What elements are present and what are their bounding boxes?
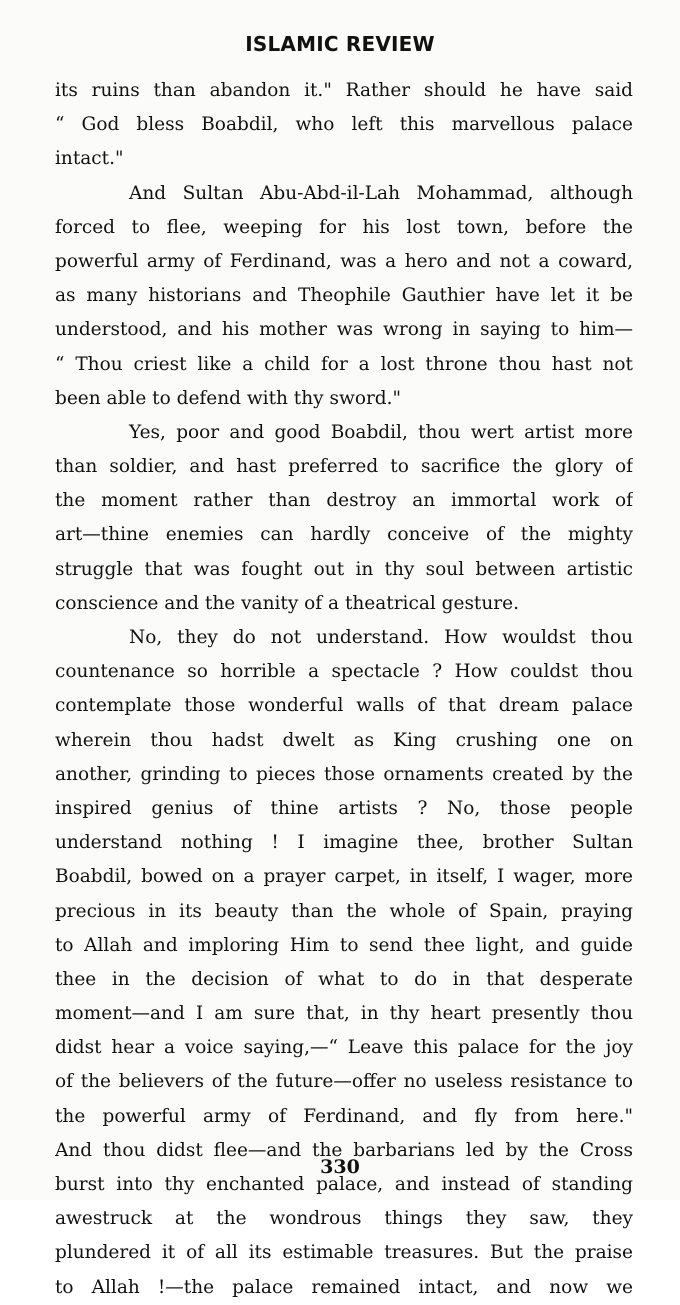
paragraph-first-line: And Sultan Abu-Abd-il-Lah Mohammad, although [129, 182, 633, 204]
text-line: understood, and his mother was wrong in saying to him— [55, 319, 633, 341]
text-line: struggle that was fought out in thy soul between artistic [55, 558, 633, 580]
paragraph-first-line: No, they do not understand. How wouldst thou [129, 627, 633, 648]
text-line: Boabdil, bowed on a prayer carpet, in itself, I wager, more [55, 866, 633, 888]
running-title: ISLAMIC REVIEW [245, 32, 435, 56]
text-line: plundered it of all its estimable treasures. But the praise [55, 1242, 633, 1264]
text-line: art—thine enemies can hardly conceive of the mighty [55, 524, 633, 546]
page-number: 330 [320, 1156, 360, 1178]
text-line: thee in the decision of what to do in that desperate [55, 968, 633, 990]
text-line: intact." [55, 148, 124, 170]
text-line: its ruins than abandon it." Rather should he have said [55, 80, 633, 101]
text-line: burst into thy enchanted palace, and instead of standing [55, 1174, 633, 1195]
text-line: countenance so horrible a spectacle ? How couldst thou [55, 661, 633, 683]
text-line: forced to flee, weeping for his lost town, before the [55, 216, 633, 238]
text-line: of the believers of the future—offer no useless resistance to [55, 1071, 633, 1093]
text-line: wherein thou hadst dwelt as King crushing one on [55, 729, 633, 751]
text-line: “ God bless Boabdil, who left this marvellous palace [55, 114, 633, 136]
text-line: been able to defend with thy sword." [55, 387, 402, 409]
text-line: contemplate those wonderful walls of that dream palace [55, 695, 633, 717]
text-line: didst hear a voice saying,—“ Leave this palace for the joy [55, 1037, 633, 1059]
text-line: And thou didst flee—and the barbarians led by the Cross [55, 1139, 633, 1161]
text-line: inspired genius of thine artists ? No, those people [55, 797, 633, 819]
text-line: conscience and the vanity of a theatrical gesture. [55, 592, 519, 614]
text-line: as many historians and Theophile Gauthier have let it be [55, 285, 633, 307]
text-line: moment—and I am sure that, in thy heart presently thou [55, 1003, 633, 1025]
text-line: to Allah and imploring Him to send thee light, and guide [55, 934, 633, 956]
text-line: understand nothing ! I imagine thee, brother Sultan [55, 832, 633, 854]
text-line: precious in its beauty than the whole of Spain, praying [55, 900, 633, 922]
text-line: powerful army of Ferdinand, was a hero and not a coward, [55, 250, 633, 272]
text-line: “ Thou criest like a child for a lost throne thou hast not [55, 353, 633, 375]
text-line: awestruck at the wondrous things they saw, they [55, 1208, 633, 1230]
text-line: the moment rather than destroy an immortal work of [55, 490, 633, 512]
body-text [55, 74, 633, 1305]
text-line: than soldier, and hast preferred to sacrifice the glory of [55, 456, 633, 478]
text-line: to Allah !—the palace remained intact, and now we [55, 1276, 633, 1298]
text-line: another, grinding to pieces those ornaments created by the [55, 763, 633, 785]
text-line: the powerful army of Ferdinand, and fly from here." [55, 1105, 633, 1127]
paragraph-first-line: Yes, poor and good Boabdil, thou wert artist more [129, 421, 633, 443]
